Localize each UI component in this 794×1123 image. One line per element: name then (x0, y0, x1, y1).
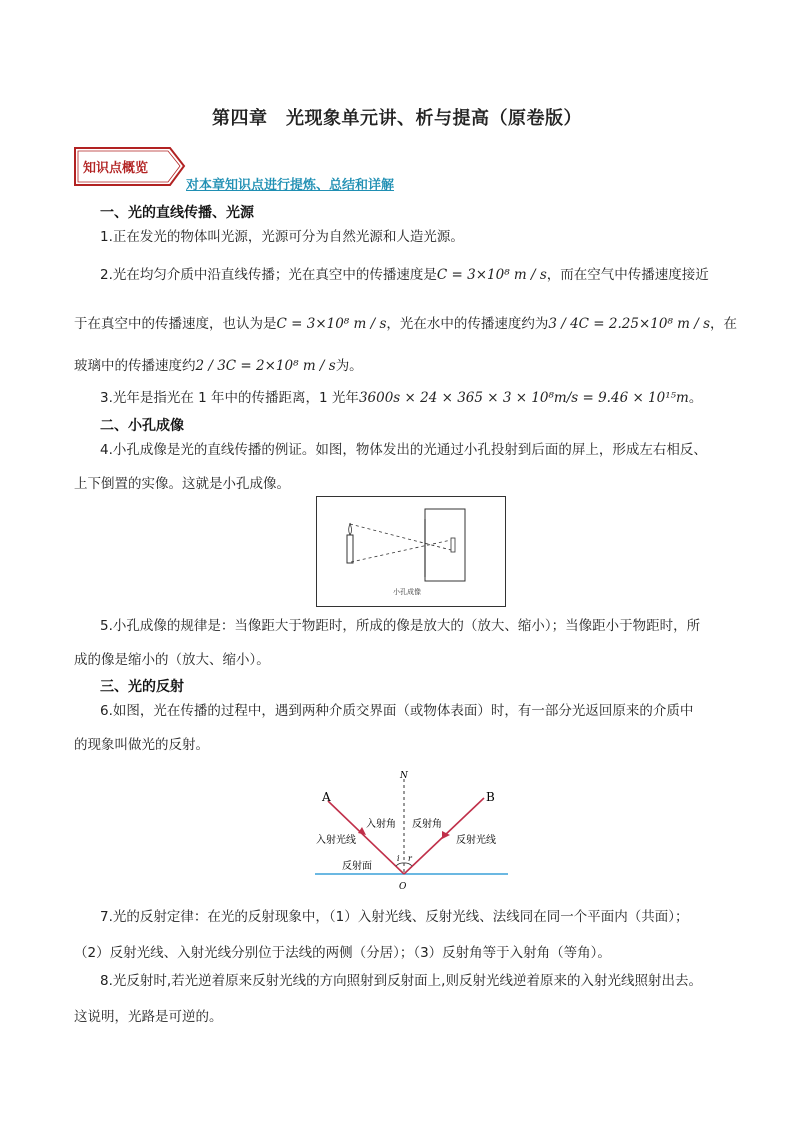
label-N: N (400, 771, 408, 781)
label-reflecting-surface: 反射面 (342, 861, 372, 872)
label-incident-angle: 入射角 (366, 819, 396, 830)
paragraph-5-line-1: 5.小孔成像的规律是：当像距大于物距时，所成的像是放大的（放大、缩小）；当像距小于物距时，所 (100, 618, 701, 634)
label-reflect-angle: 反射角 (412, 819, 442, 830)
pinhole-imaging-figure (316, 496, 506, 607)
section-heading-1: 一、光的直线传播、光源 (100, 205, 254, 221)
angle-i-arc (396, 863, 404, 866)
paragraph-2-line-1: 2.光在均匀介质中沿直线传播；光在真空中的传播速度是C = 3×10⁸ m / s，而在空气中传播速度接近 (100, 267, 709, 283)
section-subheading-link[interactable]: 对本章知识点进行提炼、总结和详解 (186, 178, 395, 193)
section-heading-2: 二、小孔成像 (100, 418, 184, 434)
label-i: i (397, 854, 400, 863)
reflection-diagram (300, 765, 520, 895)
paragraph-8-line-1: 8.光反射时,若光逆着原来反射光线的方向照射到反射面上,则反射光线逆着原来的入射光线照射出去。 (100, 973, 702, 989)
angle-r-arc (404, 863, 412, 866)
pinhole-figure-caption: 小孔成像 (393, 588, 421, 596)
label-incident-ray: 入射光线 (316, 835, 356, 846)
paragraph-6-line-2: 的现象叫做光的反射。 (74, 737, 209, 753)
badge-label: 知识点概览 (83, 161, 149, 176)
paragraph-1: 1.正在发光的物体叫光源，光源可分为自然光源和人造光源。 (100, 229, 464, 245)
paragraph-4-line-2: 上下倒置的实像。这就是小孔成像。 (74, 476, 290, 492)
paragraph-7-line-1: 7.光的反射定律：在光的反射现象中，（1）入射光线、反射光线、法线同在同一个平面内（共面）； (100, 909, 689, 925)
label-reflect-ray: 反射光线 (456, 835, 496, 846)
paragraph-8-line-2: 这说明，光路是可逆的。 (74, 1009, 223, 1025)
paragraph-2-line-3: 玻璃中的传播速度约2 / 3C = 2×10⁸ m / s为。 (74, 358, 363, 374)
label-A: A (322, 790, 331, 804)
label-O: O (399, 882, 407, 892)
page-title: 第四章 光现象单元讲、析与提高（原卷版） (212, 108, 582, 129)
label-B: B (486, 790, 495, 804)
knowledge-overview-badge (74, 147, 186, 191)
paragraph-3: 3.光年是指光在 1 年中的传播距离，1 光年3600s × 24 × 365 × 3 × 10⁸m/s = 9.46 × 10¹⁵m。 (100, 390, 703, 406)
paragraph-7-line-2: （2）反射光线、入射光线分别位于法线的两侧（分居）；（3）反射角等于入射角（等角）。 (74, 945, 611, 961)
section-heading-3: 三、光的反射 (100, 679, 184, 695)
paragraph-4-line-1: 4.小孔成像是光的直线传播的例证。如图，物体发出的光通过小孔投射到后面的屏上，形成左右相反、 (100, 442, 707, 458)
paragraph-5-line-2: 成的像是缩小的（放大、缩小）。 (74, 652, 270, 668)
label-r: r (408, 854, 412, 863)
paragraph-6-line-1: 6.如图，光在传播的过程中，遇到两种介质交界面（或物体表面）时，有一部分光返回原来的介质中 (100, 703, 694, 719)
paragraph-2-line-2: 于在真空中的传播速度，也认为是C = 3×10⁸ m / s，光在水中的传播速度约为3 / 4C = 2.25×10⁸ m / s，在 (74, 316, 738, 332)
